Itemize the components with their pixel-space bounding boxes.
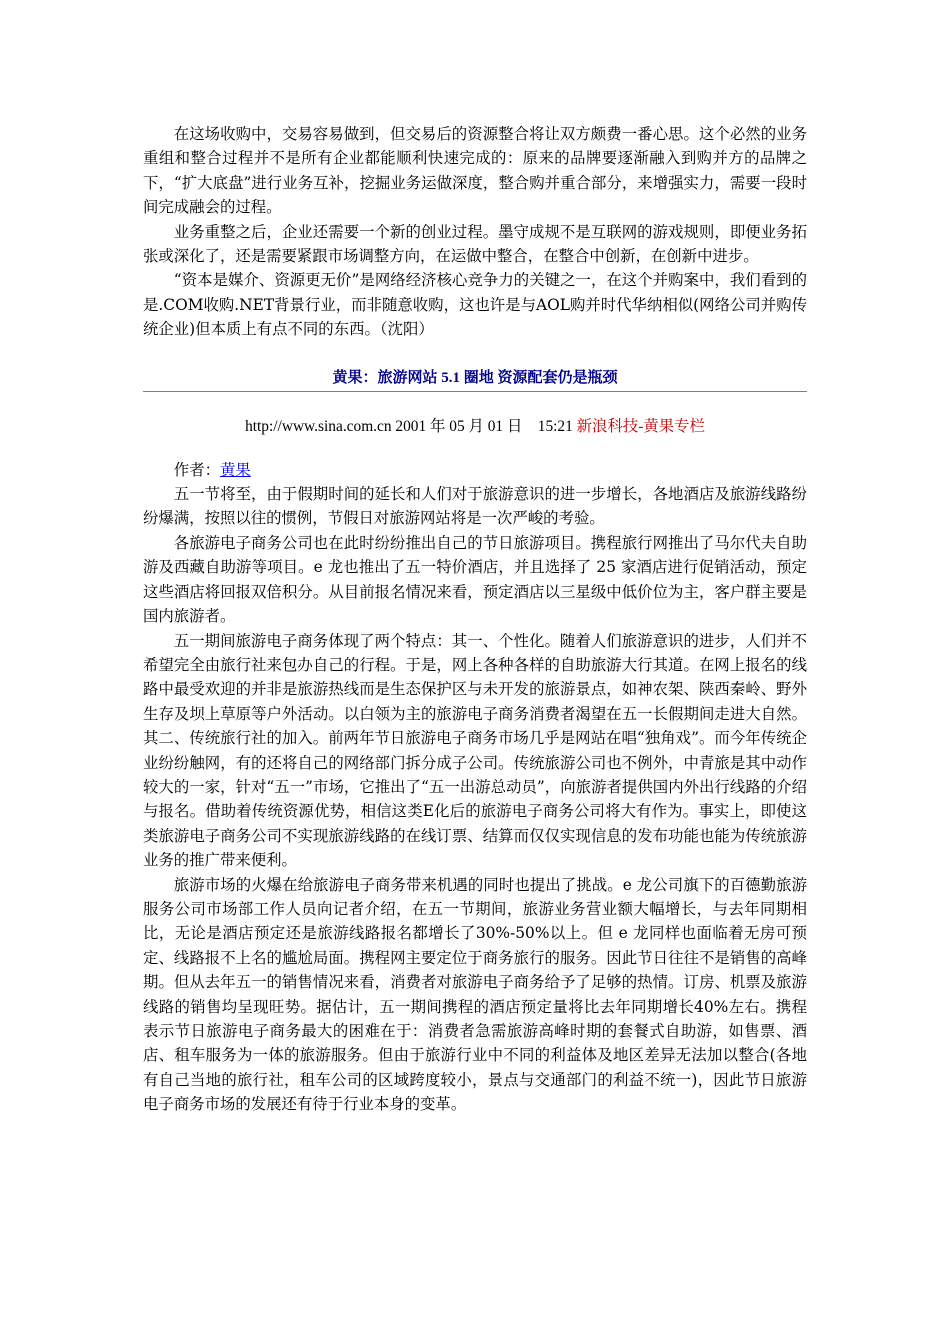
document-page xyxy=(143,122,807,1117)
intro-paragraph: 业务重整之后，企业还需要一个新的创业过程。墨守成规不是互联网的游戏规则，即便业务拓张或深化了，还是需要紧跟市场调整方向，在运做中整合，在整合中创新，在创新中进步。 xyxy=(143,222,807,266)
intro-paragraph: “资本是媒介、资源更无价”是网络经济核心竞争力的关键之一，在这个并购案中，我们看到的是.COM收购.NET背景行业，而非随意收购，这也许是与AOL购并时代华纳相似(网络公司并购传统企业)但本质上有点不同的东西。（沈阳） xyxy=(143,271,807,339)
article-url-date: http://www.sina.com.cn 2001 年 05 月 01 日 15:21 xyxy=(245,417,577,435)
article-paragraph: 旅游市场的火爆在给旅游电子商务带来机遇的同时也提出了挑战。e 龙公司旗下的百德勤旅游服务公司市场部工作人员向记者介绍，在五一节期间，旅游业务营业额大幅增长，与去年同期相比，无论是酒店预定还是旅游线路报名都增长了30%-50%以上。但 e 龙同样也面临着无房可预定、线路报不上名的尴尬局面。携程网主要定位于商务旅行的服务。因此节日往往不是销售的高峰期。但从去年五一的销售情况来看，消费者对旅游电子商务给予了足够的热情。订房、机票及旅游线路的销售均呈现旺势。据估计，五一期间携程的酒店预定量将比去年同期增长40%左右。携程表示节日旅游电子商务最大的困难在于：消费者急需旅游高峰时期的套餐式自助游，如售票、酒店、租车服务为一体的旅游服务。但由于旅游行业中不同的利益体及地区差异无法加以整合(各地有自己当地的旅行社，租车公司的区域跨度较小，景点与交通部门的利益不统一)，因此节日旅游电子商务市场的发展还有待于行业本身的变革。 xyxy=(143,875,807,1114)
intro-paragraph: 在这场收购中，交易容易做到，但交易后的资源整合将让双方颇费一番心思。这个必然的业务重组和整合过程并不是所有企业都能顺利快速完成的：原来的品牌要逐渐融入到购并方的品牌之下，“扩大底盘”进行业务互补，挖掘业务运做深度，整合购并重合部分，来增强实力，需要一段时间完成融会的过程。 xyxy=(143,125,807,217)
headline-divider xyxy=(143,391,807,392)
article-headline: 黄果：旅游网站 5.1 圈地 资源配套仍是瓶颈 xyxy=(332,369,618,386)
author-link[interactable]: 黄果 xyxy=(219,460,251,479)
article-paragraph: 各旅游电子商务公司也在此时纷纷推出自己的节日旅游项目。携程旅行网推出了马尔代夫自助游及西藏自助游等项目。e 龙也推出了五一特价酒店，并且选择了 25 家酒店进行促销活动，预定这些酒店将回报双倍积分。从目前报名情况来看，预定酒店以三星级中低价位为主，客户群主要是国内旅游者。 xyxy=(143,533,807,626)
article-author xyxy=(143,458,807,482)
article-paragraph: 五一期间旅游电子商务体现了两个特点：其一、个性化。随着人们旅游意识的进步，人们并不希望完全由旅行社来包办自己的行程。于是，网上各种各样的自助旅游大行其道。在网上报名的线路中最受欢迎的并非是旅游热线而是生态保护区与未开发的旅游景点，如神农架、陕西秦岭、野外生存及坝上草原等户外活动。以白领为主的旅游电子商务消费者渴望在五一长假期间走进大自然。其二、传统旅行社的加入。前两年节日旅游电子商务市场几乎是网站在唱“独角戏”。而今年传统企业纷纷触网，有的还将自己的网络部门拆分成子公司。传统旅游公司也不例外，中青旅是其中动作较大的一家，针对“五一”市场，它推出了“五一出游总动员”，向旅游者提供国内外出行线路的介绍与报名。借助着传统资源优势，相信这类E化后的旅游电子商务公司将大有作为。事实上，即使这类旅游电子商务公司不实现旅游线路的在线订票、结算而仅仅实现信息的发布功能也能为传统旅游业务的推广带来便利。 xyxy=(143,631,807,870)
article-meta xyxy=(143,416,807,438)
article-source: 新浪科技-黄果专栏 xyxy=(576,417,705,435)
author-prefix: 作者： xyxy=(173,460,220,479)
article-paragraph: 五一节将至，由于假期时间的延长和人们对于旅游意识的进一步增长，各地酒店及旅游线路纷纷爆满，按照以往的惯例，节假日对旅游网站将是一次严峻的考验。 xyxy=(143,485,807,528)
